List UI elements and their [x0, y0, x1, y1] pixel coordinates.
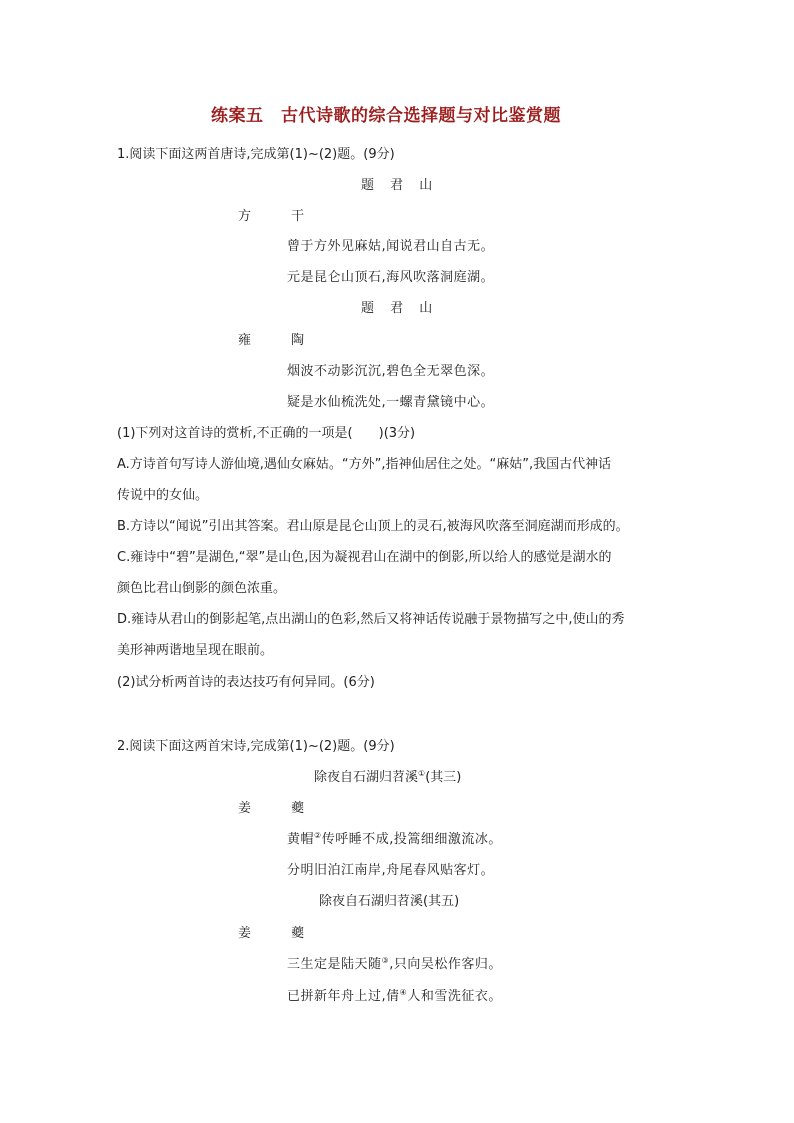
q2-poem2-line-2-a: 已拼新年舟上过,倩	[287, 989, 400, 1004]
q1-subquestion-1: (1)下列对这首诗的赏析,不正确的一项是( )(3分)	[117, 426, 416, 441]
q1-option-c-cont: 颜色比君山倒影的颜色浓重。	[117, 581, 287, 596]
q2-poem1-line-1	[287, 831, 502, 849]
q1-poem2-line-2: 疑是水仙梳洗处,一螺青黛镜中心。	[287, 395, 495, 410]
q1-option-c: C.雍诗中“碧”是湖色,“翠”是山色,因为凝视君山在湖中的倒影,所以给人的感觉是湖水的	[117, 550, 612, 565]
q1-poem2-title: 题 君 山	[361, 301, 439, 316]
q1-subquestion-2: (2)试分析两首诗的表达技巧有何异同。(6分)	[117, 675, 375, 690]
q1-poem2-author: 雍 陶	[238, 333, 323, 348]
q2-poem1-title-text: 除夜自石湖归苕溪	[314, 770, 419, 785]
question-2-intro: 2.阅读下面这两首宋诗,完成第(1)~(2)题。(9分)	[117, 739, 395, 754]
question-1-intro: 1.阅读下面这两首唐诗,完成第(1)~(2)题。(9分)	[117, 147, 395, 162]
footnote-marker-4: ④	[399, 988, 408, 997]
footnote-marker-1: ①	[418, 769, 426, 778]
q2-poem1-line-2: 分明旧泊江南岸,舟尾春风贴客灯。	[287, 863, 495, 878]
q2-poem2-title: 除夜自石湖归苕溪(其五)	[319, 894, 460, 909]
document-title: 练案五 古代诗歌的综合选择题与对比鉴赏题	[211, 106, 561, 126]
q2-poem2-line-2	[287, 988, 502, 1006]
q1-option-d: D.雍诗从君山的倒影起笔,点出湖山的色彩,然后又将神话传说融于景物描写之中,使山的秀	[117, 612, 625, 627]
q2-poem1-line-1-a: 黄帽	[287, 832, 315, 847]
q2-poem1-line-1-b: 传呼睡不成,投篙细细激流冰。	[321, 832, 502, 847]
q1-poem1-title: 题 君 山	[361, 178, 439, 193]
footnote-marker-3: ③	[381, 956, 390, 965]
q2-poem1-author: 姜 夔	[238, 801, 323, 816]
q1-poem2-line-1: 烟波不动影沉沉,碧色全无翠色深。	[287, 364, 495, 379]
q2-poem2-line-1-a: 三生定是陆天随	[287, 957, 382, 972]
q2-poem2-author: 姜 夔	[238, 926, 323, 941]
q2-poem1-title-suffix: (其三)	[425, 770, 462, 785]
q2-poem2-line-2-b: 人和雪洗征衣。	[407, 989, 502, 1004]
q1-poem1-author: 方 干	[238, 209, 323, 224]
q2-poem2-line-1	[287, 956, 502, 974]
q1-option-a: A.方诗首句写诗人游仙境,遇仙女麻姑。“方外”,指神仙居住之处。“麻姑”,我国古代神话	[117, 457, 612, 472]
q1-option-a-cont: 传说中的女仙。	[117, 488, 209, 503]
q1-poem1-line-2: 元是昆仑山顶石,海风吹落洞庭湖。	[287, 270, 495, 285]
q1-option-b: B.方诗以“闻说”引出其答案。君山原是昆仑山顶上的灵石,被海风吹落至洞庭湖而形成的。	[117, 519, 629, 534]
q2-poem2-line-1-b: ,只向吴松作客归。	[389, 957, 502, 972]
q1-option-d-cont: 美形神两谐地呈现在眼前。	[117, 643, 274, 658]
footnote-marker-2: ②	[314, 831, 322, 840]
q2-poem1-title	[314, 769, 461, 787]
q1-poem1-line-1: 曾于方外见麻姑,闻说君山自古无。	[287, 239, 495, 254]
